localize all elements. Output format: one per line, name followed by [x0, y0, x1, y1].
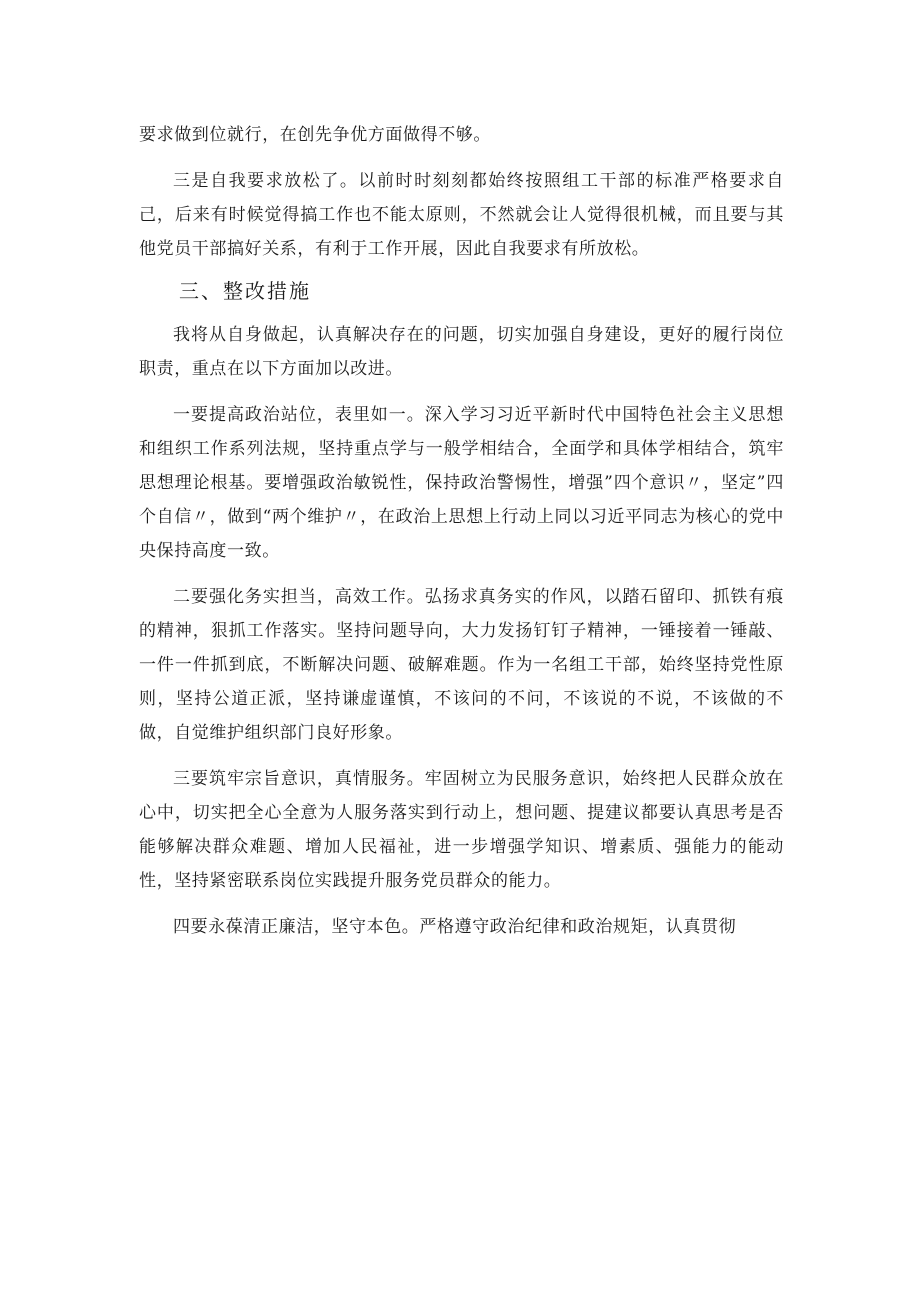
- document-body: [139, 118, 784, 944]
- paragraph-continuation: 要求做到位就行，在创先争优方面做得不够。: [139, 125, 491, 145]
- paragraph-measure-3: 三要筑牢宗旨意识，真情服务。牢固树立为民服务意识，始终把人民群众放在心中，切实把全心全意为人服务落实到行动上，想问题、提建议都要认真思考是否能够解决群众难题、增加人民福祉，进一步增强学知识、增素质、强能力的能动性，坚持紧密联系岗位实践提升服务党员群众的能力。: [139, 769, 784, 891]
- paragraph-measure-4: 四要永葆清正廉洁，坚守本色。严格遵守政治纪律和政治规矩，认真贯彻: [173, 917, 737, 937]
- paragraph-measure-1: 一要提高政治站位，表里如一。深入学习习近平新时代中国特色社会主义思想和组织工作系列法规，坚持重点学与一般学相结合，全面学和具体学相结合，筑牢思想理论根基。要增强政治敏锐性，保持政治警惕性，增强”四个意识〃，坚定”四个自信〃，做到“两个维护〃，在政治上思想上行动上同以习近平同志为核心的党中央保持高度一致。: [139, 405, 784, 561]
- paragraph-self-requirement: 三是自我要求放松了。以前时时刻刻都始终按照组工干部的标准严格要求自己，后来有时候觉得搞工作也不能太原则，不然就会让人觉得很机械，而且要与其他党员干部搞好关系，有利于工作开展，因此自我要求有所放松。: [139, 171, 784, 259]
- section-heading: 三、整改措施: [179, 279, 311, 303]
- paragraph-measure-2: 二要强化务实担当，高效工作。弘扬求真务实的作风，以踏石留印、抓铁有痕的精神，狠抓工作落实。坚持问题导向，大力发扬钉钉子精神，一锤接着一锤敲、一件一件抓到底，不断解决问题、破解难题。作为一名组工干部，始终坚持党性原则，坚持公道正派，坚持谦虚谨慎，不该问的不问，不该说的不说，不该做的不做，自觉维护组织部门良好形象。: [139, 587, 784, 743]
- paragraph-intro: 我将从自身做起，认真解决存在的问题，切实加强自身建设，更好的履行岗位职责，重点在以下方面加以改进。: [139, 325, 784, 379]
